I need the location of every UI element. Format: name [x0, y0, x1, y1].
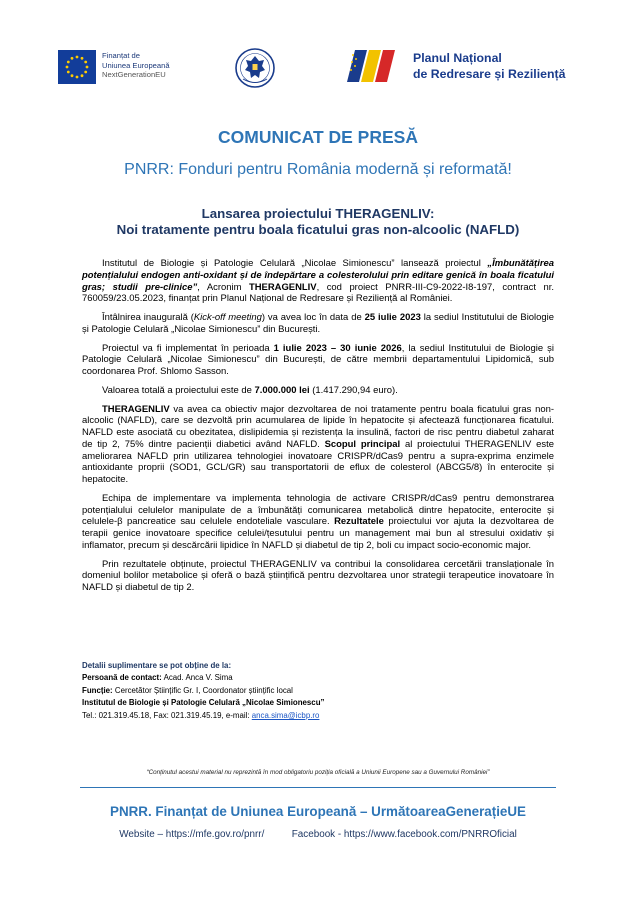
contact-function [82, 685, 554, 697]
paragraph-6 [82, 493, 554, 552]
press-release-body [82, 258, 554, 601]
pnrr-flag-icon [345, 46, 403, 86]
p4-text-a: Valoarea totală a proiectului este de [102, 384, 255, 396]
contact-function-value: Cercetător Științific Gr. I, Coordonator științific local [112, 685, 293, 695]
project-title-line1: Lansarea proiectului THERAGENLIV: [201, 206, 435, 221]
contact-institution: Institutul de Biologie și Patologie Celulară „Nicolae Simionescu” [82, 698, 325, 708]
contact-details [82, 660, 554, 722]
p4-value: 7.000.000 lei [254, 384, 310, 396]
p3-text-c: , la sediul Institutului de Biologie și Patologie Celulară „Nicolae Simionescu” din București, de către membrii departamentului Lipidomică, sub coordonarea Prof. Shlomo Sasson. [82, 342, 554, 377]
paragraph-1 [82, 258, 554, 305]
p6-results: Rezultatele [334, 516, 384, 528]
eu-logo-line2: Uniunea Europeană [102, 60, 170, 70]
p1-text-a: Institutul de Biologie și Patologie Celulară „Nicolae Simionescu” lansează proiectul [102, 258, 488, 269]
p1-text-e: , cod proiect PNRR-III-C9-2022-I8-197, contract nr. 760059/23.05.2023, finanțat prin Planul Național de Redresare și Reziliență al României. [82, 281, 554, 305]
contact-phone: Tel.: 021.319.45.18, Fax: 021.319.45.19, e-mail: [82, 710, 252, 720]
p2-text-a: Întâlnirea inaugurală ( [102, 312, 194, 323]
page-subtitle: PNRR: Fonduri pentru România modernă și reformată! [124, 161, 512, 178]
eu-flag-icon [58, 50, 96, 84]
p5-main-goal: Scopul principal [324, 438, 401, 450]
p2-text-c: ) va avea loc în data de [261, 312, 365, 323]
p2-text-e: la sediul Institutului de Biologie și Patologie Celulară „Nicolae Simionescu” din București. [82, 312, 554, 335]
p6-text-c: proiectului vor ajuta la dezvoltarea de terapii genice inovatoare specifice celulei/țesutului pentru un management mai bun al stresului oxidativ și inflamator, precum și descărcării lipidice în NAFLD și diabetul de tip 2, boli cu impact socio-economic major. [82, 516, 554, 551]
p5-text-d: al proiectului THERAGENLIV este ameliorarea NAFLD prin utilizarea tehnologiei inovatoare CRISPR/dCas9 pentru a supra-exprima enzimele antioxidante proprii (SOD1, GCL/GR) sau transportatorii de eflux de colesterol (ABCG5/8) în enterocite și hepatocite. [82, 438, 554, 485]
website-link[interactable]: Website – https://mfe.gov.ro/pnrr/ [119, 829, 265, 840]
p3-period: 1 iulie 2023 – 30 iunie 2026 [273, 342, 402, 354]
pnrr-logo-line2: de Redresare și Reziliență [413, 67, 566, 81]
contact-person-value: Acad. Anca V. Sima [161, 673, 233, 683]
p5-acronym: THERAGENLIV [102, 403, 170, 415]
p1-text-c: , Acronim [197, 281, 249, 293]
paragraph-3 [82, 343, 554, 378]
contact-function-label: Funcție: [82, 685, 113, 695]
footer-divider [80, 787, 556, 788]
government-crest-icon [235, 46, 275, 90]
paragraph-5 [82, 404, 554, 486]
p2-kickoff: Kick-off meeting [193, 312, 262, 323]
p3-text-a: Proiectul va fi implementat în perioada [102, 342, 274, 354]
project-full-title: „Îmbunătățirea potențialului endogen anti-oxidant și de îndepărtare a colesterolului prin editare genică în boala ficatului gras; studii pre-clinice” [82, 258, 554, 293]
paragraph-7: Prin rezultatele obținute, proiectul THERAGENLIV va contribui la consolidarea cercetării translaționale în domeniul bolilor metabolice și oferă o bază științifică pentru dezvoltarea unor strategii terapeutice inovatoare în NAFLD și diabetul de tip 2. [82, 558, 554, 593]
p6-text-a: Echipa de implementare va implementa tehnologia de activare CRISPR/dCas9 pentru demonstrarea potențialului celulelor manipulate de a îmbunătăți comunicarea metabolică dintre hepatocite, enterocite și celulele-β pancreatice sau celulele endoteliale vasculare. [82, 492, 554, 528]
contact-person [82, 672, 554, 684]
p2-date: 25 iulie 2023 [364, 312, 421, 323]
eu-logo-line3: NextGenerationEU [102, 70, 166, 79]
project-title-line2: Noi tratamente pentru boala ficatului gras non-alcoolic (NAFLD) [116, 222, 520, 237]
eu-logo-line1: Finanțat de [102, 51, 140, 60]
footer-links [0, 829, 636, 840]
project-acronym: THERAGENLIV [248, 281, 317, 293]
contact-email-link[interactable]: anca.sima@icbp.ro [251, 710, 320, 720]
paragraph-2 [82, 312, 554, 336]
eu-funding-logo [58, 50, 238, 86]
contact-phone-email [82, 710, 554, 722]
disclaimer: “Conținutul acestui material nu reprezintă în mod obligatoriu poziția oficială a Uniunii Europene sau a Guvernului României” [146, 769, 490, 776]
contact-person-label: Persoană de contact: [82, 673, 162, 683]
facebook-link[interactable]: Facebook - https://www.facebook.com/PNRROficial [291, 829, 517, 840]
p4-text-c: (1.417.290,94 euro). [309, 384, 398, 396]
project-title [0, 206, 636, 238]
pnrr-logo [345, 44, 585, 92]
footer-title: PNRR. Finanțat de Uniunea Europeană – UrmătoareaGenerațieUE [110, 804, 526, 819]
page-title: COMUNICAT DE PRESĂ [218, 127, 418, 147]
p5-text-b: va avea ca obiectiv major dezvoltarea de noi tratamente pentru boala ficatului gras non-alcoolic (NAFLD), care se dezvoltă prin acumularea de lipide în hepatocite și afectează funcționarea ficatului. NAFLD este asociată cu obezitatea, dislipidemia și rezistența la insulină, factori de risc pentru diabetul zaharat de tip 2, 75% dintre pacienții diabetici având NAFLD. [82, 403, 554, 450]
paragraph-4 [82, 385, 554, 397]
contact-heading: Detalii suplimentare se pot obține de la: [82, 661, 232, 670]
pnrr-logo-line1: Planul Național [413, 51, 502, 65]
